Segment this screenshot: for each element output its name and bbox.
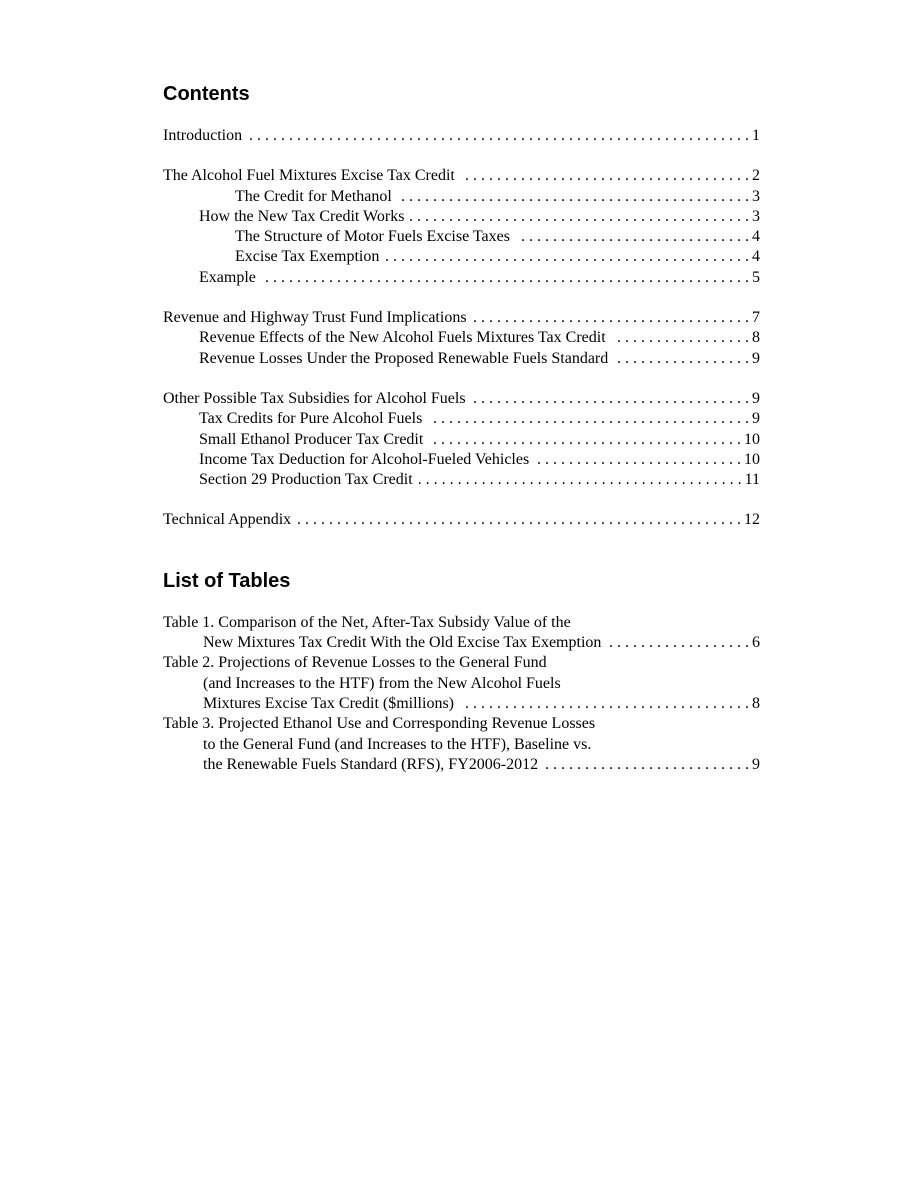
table-list-entry-page-number: 9 <box>752 755 760 773</box>
dot-leader <box>544 755 749 775</box>
document-page <box>163 80 760 775</box>
table-list-entry[interactable] <box>163 613 760 654</box>
toc-group <box>163 126 760 146</box>
toc-entry[interactable] <box>163 389 760 409</box>
toc-entry-page-number: 7 <box>752 309 760 327</box>
toc-entry[interactable] <box>163 308 760 328</box>
dot-leader <box>410 207 749 227</box>
table-list-entry-page-number: 6 <box>752 634 760 652</box>
toc-group <box>163 308 760 369</box>
toc-entry-page-number: 9 <box>752 410 760 428</box>
dot-leader <box>461 166 749 186</box>
toc-entry-title: The Structure of Motor Fuels Excise Taxes <box>235 227 516 247</box>
table-of-contents <box>163 126 760 531</box>
list-of-tables <box>163 613 760 775</box>
toc-entry-title: Section 29 Production Tax Credit <box>199 470 419 490</box>
table-list-entry-text: the Renewable Fuels Standard (RFS), FY2006-2012 <box>203 755 544 775</box>
toc-entry-page-number: 4 <box>752 228 760 246</box>
dot-leader <box>297 510 741 530</box>
toc-entry-page-number: 9 <box>752 389 760 407</box>
table-list-entry-text: New Mixtures Tax Credit With the Old Excise Tax Exemption <box>203 633 607 653</box>
toc-entry-title: Excise Tax Exemption <box>235 247 385 267</box>
toc-entry-title: Revenue and Highway Trust Fund Implications <box>163 308 473 328</box>
toc-entry-title: Example <box>199 268 262 288</box>
table-list-entry-last-line <box>163 755 760 775</box>
toc-entry[interactable] <box>163 227 760 247</box>
toc-entry-page-number: 12 <box>744 511 760 529</box>
table-list-entry-text: (and Increases to the HTF) from the New Alcohol Fuels <box>203 674 561 692</box>
dot-leader <box>460 694 749 714</box>
table-list-entry-text: Table 1. Comparison of the Net, After-Tax Subsidy Value of the <box>163 613 571 631</box>
toc-entry-page-number: 10 <box>744 430 760 448</box>
dot-leader <box>248 126 749 146</box>
table-list-entry[interactable] <box>163 714 760 775</box>
toc-entry-page-number: 4 <box>752 248 760 266</box>
dot-leader <box>607 633 749 653</box>
dot-leader <box>473 308 749 328</box>
toc-entry-page-number: 11 <box>744 471 760 489</box>
table-list-entry-text: to the General Fund (and Increases to the HTF), Baseline vs. <box>203 735 592 753</box>
table-list-entry[interactable] <box>163 653 760 714</box>
table-list-entry-text: Mixtures Excise Tax Credit ($millions) <box>203 694 460 714</box>
toc-entry[interactable] <box>163 328 760 348</box>
table-list-entry-text: Table 2. Projections of Revenue Losses to the General Fund <box>163 654 547 672</box>
toc-entry[interactable] <box>163 510 760 530</box>
table-list-entry-last-line <box>163 633 760 653</box>
toc-entry[interactable] <box>163 126 760 146</box>
toc-entry[interactable] <box>163 187 760 207</box>
toc-entry-title: Other Possible Tax Subsidies for Alcohol Fuels <box>163 389 472 409</box>
table-list-entry-page-number: 8 <box>752 694 760 712</box>
dot-leader <box>614 349 749 369</box>
toc-entry-title: Introduction <box>163 126 248 146</box>
dot-leader <box>516 227 749 247</box>
toc-entry-page-number: 3 <box>752 187 760 205</box>
toc-entry-page-number: 5 <box>752 268 760 286</box>
toc-entry[interactable] <box>163 470 760 490</box>
toc-entry[interactable] <box>163 268 760 288</box>
toc-entry[interactable] <box>163 207 760 227</box>
toc-entry[interactable] <box>163 349 760 369</box>
toc-entry-page-number: 2 <box>752 167 760 185</box>
toc-entry-title: The Credit for Methanol <box>235 187 398 207</box>
table-list-entry-last-line <box>163 694 760 714</box>
toc-entry-page-number: 8 <box>752 329 760 347</box>
toc-entry-title: Small Ethanol Producer Tax Credit <box>199 430 429 450</box>
toc-entry-page-number: 3 <box>752 207 760 225</box>
toc-entry-page-number: 1 <box>752 127 760 144</box>
list-of-tables-heading: List of Tables <box>163 569 291 592</box>
toc-entry-page-number: 10 <box>744 450 760 468</box>
table-list-entry-text: Table 3. Projected Ethanol Use and Corresponding Revenue Losses <box>163 715 596 733</box>
toc-entry-title: How the New Tax Credit Works <box>199 207 410 227</box>
dot-leader <box>385 247 749 267</box>
toc-entry[interactable] <box>163 409 760 429</box>
toc-entry-page-number: 9 <box>752 349 760 367</box>
toc-entry-title: Income Tax Deduction for Alcohol-Fueled Vehicles <box>199 450 535 470</box>
dot-leader <box>428 409 749 429</box>
toc-entry-title: The Alcohol Fuel Mixtures Excise Tax Credit <box>163 166 461 186</box>
toc-entry[interactable] <box>163 450 760 470</box>
toc-entry[interactable] <box>163 430 760 450</box>
toc-group <box>163 389 760 490</box>
toc-entry-title: Revenue Effects of the New Alcohol Fuels Mixtures Tax Credit <box>199 328 612 348</box>
toc-group <box>163 510 760 530</box>
toc-group <box>163 166 760 288</box>
toc-entry[interactable] <box>163 166 760 186</box>
dot-leader <box>398 187 749 207</box>
toc-entry-title: Revenue Losses Under the Proposed Renewable Fuels Standard <box>199 349 614 369</box>
contents-heading: Contents <box>163 83 250 105</box>
dot-leader <box>419 470 742 490</box>
dot-leader <box>262 268 749 288</box>
toc-entry[interactable] <box>163 247 760 267</box>
toc-entry-title: Technical Appendix <box>163 510 297 530</box>
dot-leader <box>429 430 741 450</box>
dot-leader <box>612 328 749 348</box>
dot-leader <box>472 389 749 409</box>
dot-leader <box>535 450 741 470</box>
toc-entry-title: Tax Credits for Pure Alcohol Fuels <box>199 409 428 429</box>
